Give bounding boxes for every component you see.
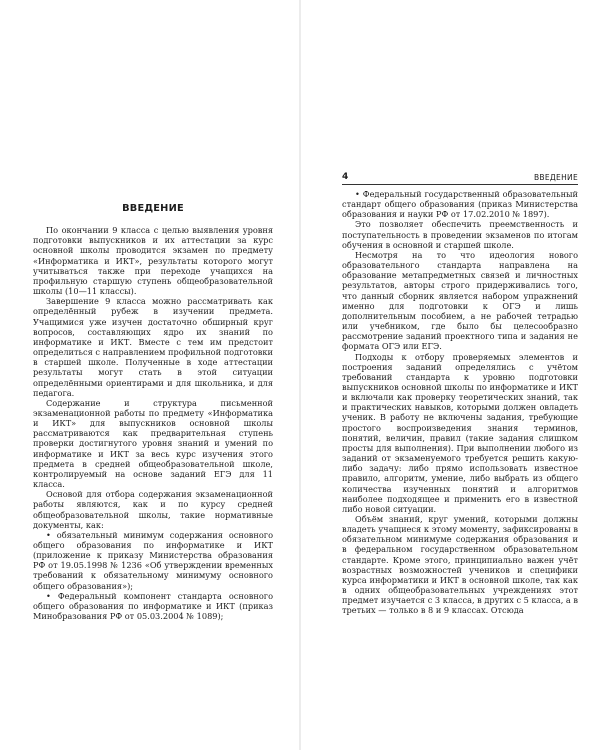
paragraph: Содержание и структура письменной экзаменационной работы по предмету «Информатика и ИКТ» для выпускников основной школы рассматриваются как предварительная ступень проверки достигнутого уровня знаний и умений по информатике и ИКТ за весь курс изучения этого предмета в средней общеобразовательной школе, контролируемый на основе заданий ЕГЭ для 11 класса. (33, 397, 273, 490)
right-page-text (342, 189, 578, 616)
right-page (300, 0, 600, 750)
page-number: 4 (342, 172, 349, 182)
paragraph: Основой для отбора содержания экзаменационной работы являются, как и по курсу средней общеобразовательной школы, такие нормативные документы, как: (33, 489, 273, 530)
list-item: • Федеральный государственный образовательный стандарт общего образования (приказ Министерства образования и науки РФ от 17.02.2010 № 1897). (342, 189, 578, 220)
paragraph: По окончании 9 класса с целью выявления уровня подготовки выпускников и их аттестации за курс основной школы проводится экзамен по предмету «Информатика и ИКТ», результаты которого могут учитываться также при переходе учащихся на профильную старшую ступень общеобразовательной школы (10—11 классы). (33, 225, 273, 297)
list-item: • Федеральный компонент стандарта основного общего образования по информатике и ИКТ (приказ Минобразования РФ от 05.03.2004 № 1089); (33, 590, 273, 622)
paragraph: Это позволяет обеспечить преемственность и поступательность в проведении экзаменов по итогам обучения в основной и старшей школе. (342, 219, 578, 250)
paragraph: Несмотря на то что идеология нового образовательного стандарта направлена на образование метапредметных связей и личностных результатов, авторы строго придерживались того, что данный сборник является набором упражнений именно для подготовки к ОГЭ и лишь дополнительным пособием, а не рабочей тетрадью или учебником, где было бы целесообразно рассмотрение заданий проектного типа и задания не формата ОГЭ или ЕГЭ. (342, 249, 578, 352)
left-page-text (33, 204, 273, 621)
running-header (342, 172, 578, 185)
paragraph: Подходы к отбору проверяемых элементов и построения заданий определялись с учётом требований стандарта к уровню подготовки выпускников основной школы по информатике и ИКТ и включали как проверку теоретических знаний, так и практических навыков, которыми должен овладеть ученик. В работу не включены задания, требующие простого воспроизведения знания терминов, понятий, величин, правил (такие задания слишком просты для выполнения). При выполнении любого из заданий от экзаменуемого требуется решить какую-либо задачу: либо прямо использовать известное правило, алгоритм, умение, либо выбрать из общего количества изученных понятий и алгоритмов наиболее подходящее и применить его в известной либо новой ситуации. (342, 351, 578, 514)
page-title: ВВЕДЕНИЕ (122, 203, 184, 214)
list-item: • обязательный минимум содержания основного общего образования по информатике и ИКТ (приложение к приказу Министерства образования РФ от 19.05.1998 № 1236 «Об утверждении временных требований к обязательному минимуму основного общего образования»); (33, 529, 273, 591)
paragraph: Завершение 9 класса можно рассматривать как определённый рубеж в изучении предмета. Учащимися уже изучен достаточно обширный круг вопросов, составляющих ядро их знаний по информатике и ИКТ. Вместе с тем им предстоит определиться с направлением профильной подготовки в старшей школе. Полученные в ходе аттестации результаты могут стать в этой ситуации определёнными ориентирами и для школьника, и для педагога. (33, 296, 273, 398)
paragraph: Объём знаний, круг умений, которыми должны владеть учащиеся к этому моменту, зафиксированы в обязательном минимуме содержания образования и в федеральном государственном образовательном стандарте. Кроме этого, принципиально важен учёт возрастных возможностей учеников и специфики курса информатики и ИКТ в основной школе, так как в одних общеобразовательных учреждениях этот предмет изучается с 3 класса, в других с 5 класса, а в третьих — только в 8 и 9 классах. Отсюда (342, 514, 578, 616)
running-head-title: ВВЕДЕНИЕ (533, 173, 578, 182)
